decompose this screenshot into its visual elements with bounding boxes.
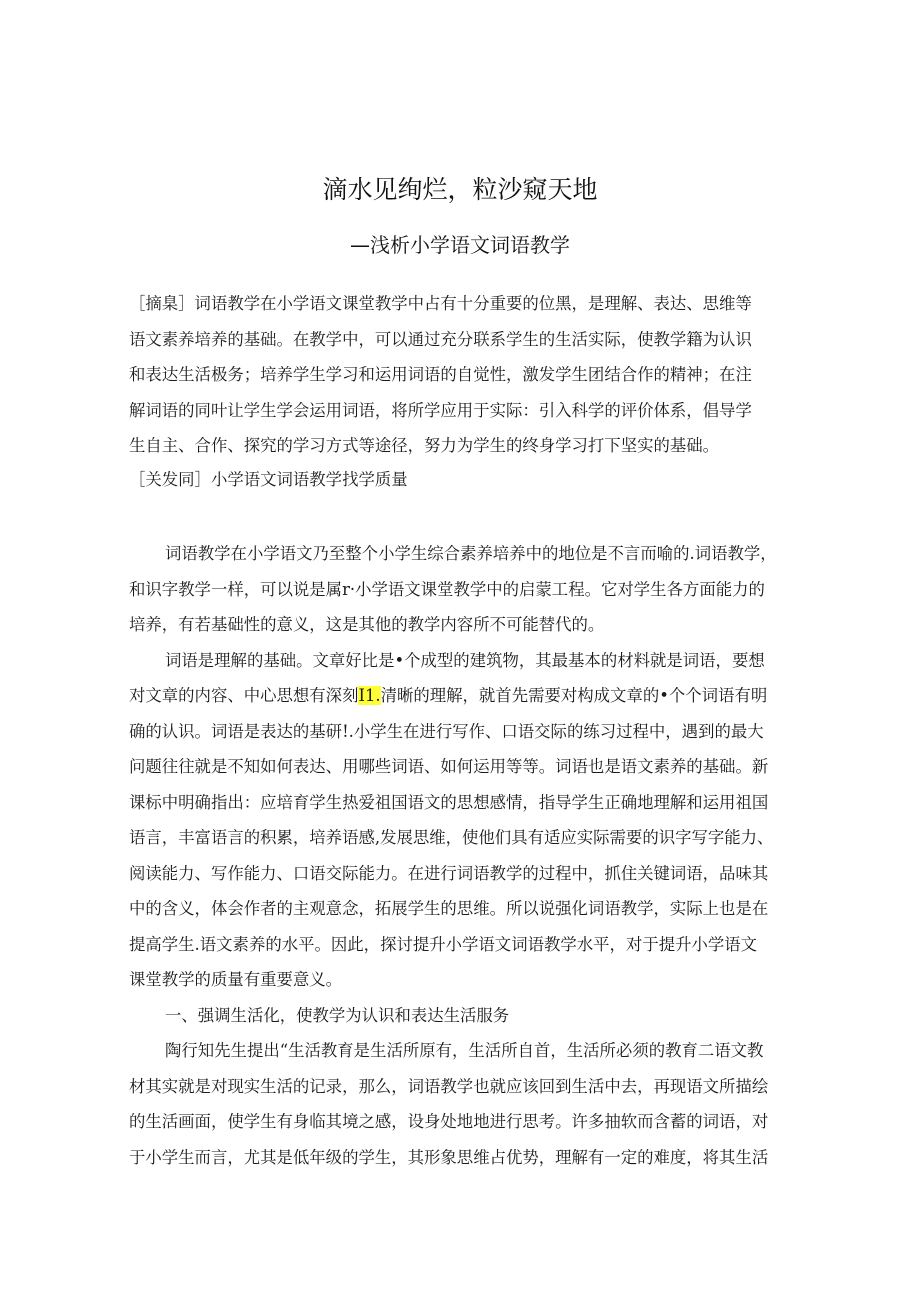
paragraph-line: 于小学生而言，尤其是低年级的学生，其形象思维占优势，理解有一定的难度，将其生活: [129, 1147, 769, 1167]
paragraph-line: 中的含义，体会作者的主观意念，拓展学生的思维。所以说强化词语教学，实际上也是在: [129, 899, 769, 918]
document-title: 滴水见绚烂，粒沙窥天地: [322, 175, 598, 204]
paragraph-line: 词语是理解的基础。文章好比是•个成型的建筑物，其最基本的材料就是词语，要想: [165, 650, 765, 670]
abstract-line: 和表达生活极务；培养学生学习和运用词语的自觉性，激发学生团结合作的精神；在注: [129, 365, 752, 384]
paragraph-line: 阅读能力、写作能力、口语交际能力。在进行词语教学的过程中，抓住关键词语，品味其: [129, 863, 769, 883]
paragraph-line: 陶行知先生提出“生活教育是生活所原有，生活所自首，生活所必须的教育二语文教: [165, 1041, 764, 1060]
paragraph-line: 的生活画面，使学生有身临其境之感，设身处地地进行思考。许多抽软而含蓄的词语，对: [129, 1112, 769, 1131]
paragraph-line: 课标中明确指出：应培育学生热爱祖国语文的思想感情，指导学生正确地理解和运用祖国: [129, 792, 769, 812]
abstract-line: ［摘臬］词语教学在小学语文课堂教学中占有十分重要的位黑，是理解、表达、思维等: [129, 294, 752, 313]
keywords-line: ［关发同］小学语文词语教学找学质量: [129, 470, 408, 489]
paragraph-line: 和识字教学一样，可以说是属r·小学语文课堂教学中的启蒙工程。它对学生各方面能力的: [129, 579, 765, 599]
body-text: [129, 536, 793, 1175]
paragraph-line: 提高学生.语文素养的水平。因此，探讨提升小学语文词语教学水平，对于提升小学语文: [129, 934, 758, 954]
abstract-line: 解词语的同叶让学生学会运用词语，将所学应用于实际：引入科学的评价体系，倡导学: [129, 400, 752, 420]
paragraph-line: 课堂教学的质量有重要意义。: [129, 970, 343, 989]
text-segment: 对文章的内容、中心思想有深刻: [129, 686, 359, 705]
document-subtitle: —浅析小学语文词语教学: [350, 233, 570, 257]
paragraph-line: 语言，丰富语言的积累，培养语感,发展思维，使他们具有适应实际需要的识字写字能力、: [129, 828, 774, 847]
text-segment: 清晰的理解，就首先需要对构成文章的•个个词语有明: [380, 686, 768, 705]
paragraph-line: 材其实就是对现实生活的记录，那么，词语教学也就应该回到生活中去，再现语文所描绘: [129, 1076, 769, 1096]
highlighted-text: I1.: [358, 686, 381, 705]
abstract-line: 语文素养培养的基础。在教学中，可以通过充分联系学生的生活实际，使教学籍为认识: [129, 329, 752, 349]
abstract-section: [129, 286, 793, 464]
paragraph-line-with-highlight: [129, 678, 793, 714]
abstract-line: 生自主、合作、探究的学习方式等途径，努力为学生的终身学习打下坚实的基础。: [129, 436, 720, 455]
keywords-section: [129, 462, 793, 498]
section-heading: 一、强调生活化，使教学为认识和表达生活服务: [165, 1005, 510, 1025]
paragraph-line: 培养，有若基础性的意义，这是其他的教学内容所不可能替代的。: [129, 615, 605, 634]
paragraph-line: 词语教学在小学语文乃至整个小学生综合素养培养中的地位是不言而喻的.词语教学，: [165, 544, 777, 563]
paragraph-line: 确的认识。词语是表达的基研!.小学生在进行写作、口语交际的练习过程中，遇到的最大: [129, 721, 764, 741]
paragraph-line: 问题往往就是不知如何表达、用哪些词语、如何运用等等。词语也是语文素养的基础。新: [129, 757, 769, 776]
